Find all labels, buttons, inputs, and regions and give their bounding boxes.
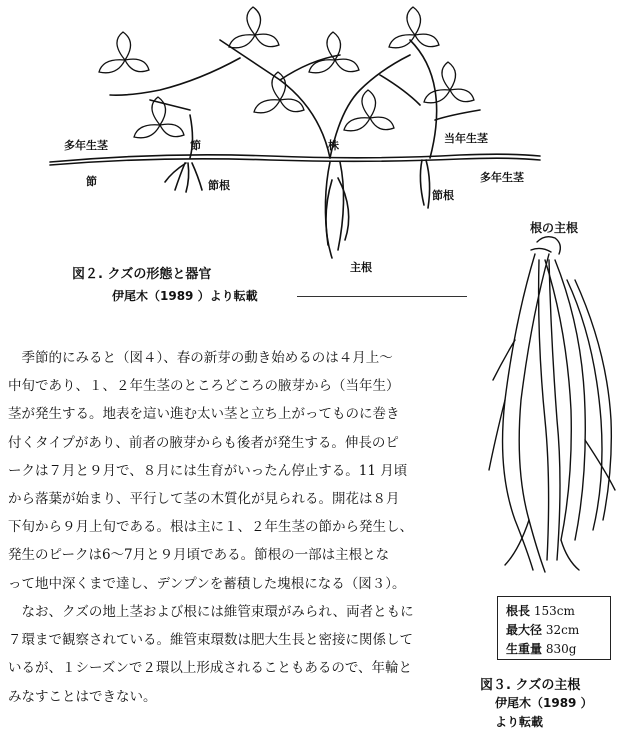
text-line: 付くタイプがあり、前者の腋芽からも後者が発生する。伸長のピ [8,434,399,451]
figure-3-caption-source-line1: 伊尾木（1989 ） [495,696,593,710]
label-main-root: 主根 [350,261,372,274]
text-line: 季節的にみると（図４）、春の新芽の動き始めるのは４月上～ [8,350,393,366]
text-line: 下旬から９月上旬である。根は主に１、２年生茎の節から発生し、 [8,519,413,536]
label-node-root-left: 節根 [208,179,230,192]
text-line: 発生のピークは6～7月と９月頃である。節根の一部は主根とな [8,547,390,564]
stat-value: 830g [545,642,577,656]
body-paragraph-1 [8,344,438,598]
label-annual-stem: 当年生茎 [444,132,488,145]
caption-underline [297,296,467,297]
root-stats-box [497,596,611,660]
stat-value: 153cm [533,604,575,618]
text-line: なお、クズの地上茎および根には維管束環がみられ、両者ともに [8,604,414,620]
figure-3-illustration [475,220,625,590]
stat-key: 生重量 [506,642,543,656]
text-line: から落葉が始まり、平行して茎の木質化が見られる。開花は８月 [8,491,400,508]
label-node-root-right: 節根 [432,189,454,202]
text-line: 中旬であり、１、２年生茎のところどころの腋芽から（当年生） [8,378,400,395]
stat-key: 最大径 [506,623,543,637]
stat-key: 根長 [506,604,531,618]
label-perennial-stem-right: 多年生茎 [480,171,524,184]
figure-3-caption-source-line2: より転載 [495,715,544,729]
text-line: 茎が発生する。地表を這い進む太い茎と立ち上がってものに巻き [8,406,400,423]
figure-2-caption-source: 伊尾木（1989 ）より転載 [112,289,258,303]
stat-row-fresh-weight [506,640,610,659]
main-root-drawing [475,220,625,590]
label-crown: 株 [328,139,339,152]
label-perennial-stem-left: 多年生茎 [64,139,108,152]
label-node-left: 節 [86,175,97,188]
stat-row-max-diameter [506,621,610,640]
text-line: いるが、１シーズンで２環以上形成されることもあるので、年輪と [8,660,413,677]
stat-value: 32cm [545,623,580,637]
body-paragraph-2 [8,598,438,711]
text-line: ７環まで観察されている。維管束環数は肥大生長と密接に関係して [8,632,413,649]
label-node-top: 節 [190,139,201,152]
text-line: みなすことはできない。 [8,688,157,705]
stat-row-root-length [506,602,610,621]
figure-3-title: 根の主根 [530,221,579,235]
text-line: って地中深くまで達し、デンプンを蓄積した塊根になる（図３）。 [8,575,406,592]
text-line: ークは７月と９月で、８月には生育がいったん停止する。11 月頃 [8,462,408,479]
figure-2-caption-title: 図２. クズの形態と器官 [72,267,212,282]
figure-3-caption-title: 図３. クズの主根 [480,678,581,693]
